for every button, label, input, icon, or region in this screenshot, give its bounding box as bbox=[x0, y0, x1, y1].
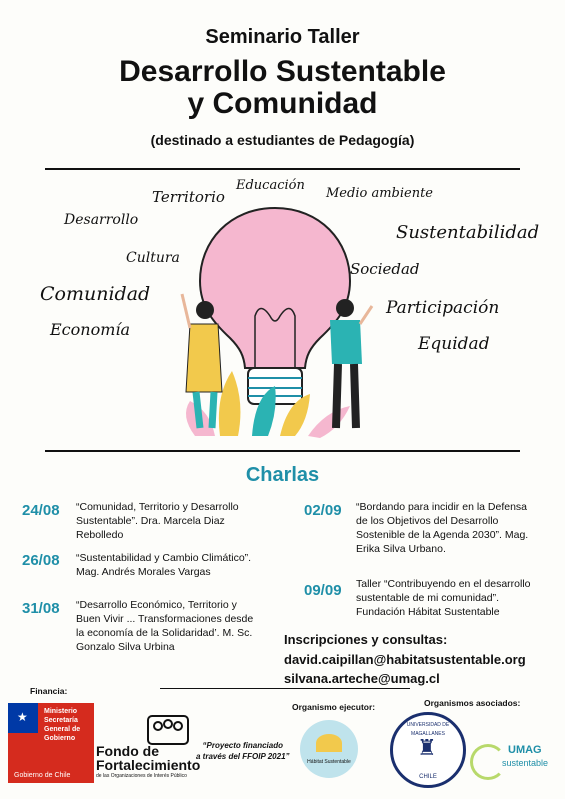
divider-top bbox=[45, 168, 520, 170]
divider-charlas bbox=[45, 450, 520, 452]
email-link[interactable]: silvana.arteche@umag.cl bbox=[284, 671, 440, 686]
fondo-logo: Fondo de Fortalecimiento bbox=[96, 743, 201, 773]
talk-date: 24/08 bbox=[22, 502, 60, 519]
leaf-4 bbox=[308, 406, 350, 438]
lightbulb-illustration bbox=[160, 196, 390, 446]
word-territorio: Territorio bbox=[152, 188, 225, 206]
umag-sustentable-logo: UMAG bbox=[508, 744, 542, 756]
flyer: Seminario Taller Desarrollo Sustentable y Comunidad (destinado a estudiantes de Pedagogía) Territorio Educación Medio ambiente Desarrollo Sustentabilidad Cultura Sociedad Comunidad Participación Economía Equidad Charlas 24/08 “Comunidad, Territorio y Desarrollo Sustentable”. Dra. Marcela Diaz Rebolledo 26/08 “Sustentabilidad y Cambio Climático”. Mag. Andrés Morales Vargas 31/08 “Desarrollo Económico, Territorio y Buen Vivir ... Transformaciones desde la economía de la Solidaridad’. M. Sc. Gonzalo Silva Urbina 02/09 “Bordando para incidir en la Defensa de los Objetivos del Desarrollo Sostenible de la Agenda 2030”. Mag. Erika Silva Urbano. 09/09 Taller “Contribuyendo en el desarrollo sustentable de mi comunidad”. Fundación Hábitat Sustentable Inscripciones y consultas: david.caipillan@habitatsustentable.org silvana.arteche@umag.cl Financia: ★ Ministerio Secretaría General de Gobierno Gobierno de Chile Fondo de Fortalecimiento de las Organizaciones de Interés Público “Proyecto financiado a través del FFOIP 2021” Organismo ejecutor: Hábitat Sustentable Organismos asociados: UNIVERSIDAD DE MAGALLANES ♜ CHILE UMAG sustentable bbox=[0, 0, 565, 799]
ejecutor-label: Organismo ejecutor: bbox=[292, 702, 376, 712]
word-economia: Economía bbox=[50, 320, 131, 339]
asociados-label: Organismos asociados: bbox=[424, 698, 521, 708]
leaf-1 bbox=[219, 371, 241, 436]
word-medio-ambiente: Medio ambiente bbox=[326, 186, 433, 201]
title-line2: Desarrollo Sustentable bbox=[119, 55, 446, 88]
leaf-icon bbox=[470, 744, 506, 780]
ministerio-logo: ★ Ministerio Secretaría General de Gobierno Gobierno de Chile bbox=[8, 703, 94, 783]
talk-date: 26/08 bbox=[22, 552, 60, 569]
talk-date: 02/09 bbox=[304, 502, 342, 519]
talk-item: “Bordando para incidir en la Defensa de los Objetivos del Desarrollo Sostenible de la Agenda 2030”. Mag. Erika Silva Urbano. bbox=[356, 501, 529, 555]
talk-date: 09/09 bbox=[304, 582, 342, 599]
word-cultura: Cultura bbox=[126, 250, 180, 266]
subtitle: (destinado a estudiantes de Pedagogía) bbox=[150, 132, 415, 148]
word-participacion: Participación bbox=[386, 298, 500, 318]
word-sociedad: Sociedad bbox=[350, 260, 420, 278]
talk-item: “Desarrollo Económico, Territorio y Buen Vivir ... Transformaciones desde la economía de la Solidaridad’. M. Sc. Gonzalo Silva Urbina bbox=[76, 599, 254, 653]
title-line3: y Comunidad bbox=[187, 87, 378, 120]
word-equidad: Equidad bbox=[418, 334, 490, 354]
email-link[interactable]: david.caipillan@habitatsustentable.org bbox=[284, 652, 526, 667]
word-comunidad: Comunidad bbox=[40, 283, 151, 305]
umag-seal: UNIVERSIDAD DE MAGALLANES ♜ CHILE bbox=[390, 712, 466, 788]
inscripciones-title: Inscripciones y consultas: bbox=[284, 632, 448, 647]
word-desarrollo: Desarrollo bbox=[64, 212, 139, 228]
charlas-title: Charlas bbox=[245, 464, 320, 486]
talk-item: “Comunidad, Territorio y Desarrollo Sustentable”. Dra. Marcela Diaz Rebolledo bbox=[76, 501, 239, 541]
habitat-logo: Hábitat Sustentable bbox=[300, 720, 358, 778]
financia-label: Financia: bbox=[30, 686, 68, 696]
talk-item: Taller “Contribuyendo en el desarrollo sustentable de mi comunidad”. Fundación Hábitat Sustentable bbox=[356, 578, 531, 618]
star-icon: ★ bbox=[17, 710, 28, 724]
footer-divider bbox=[160, 688, 410, 689]
title-line1: Seminario Taller bbox=[205, 26, 360, 48]
word-educacion: Educación bbox=[236, 178, 305, 193]
explorer-icon: ♜ bbox=[417, 735, 437, 760]
talk-item: “Sustentabilidad y Cambio Climático”. Mag. Andrés Morales Vargas bbox=[76, 552, 252, 578]
talk-date: 31/08 bbox=[22, 600, 60, 617]
bulb-glass bbox=[200, 208, 350, 368]
word-sustentabilidad: Sustentabilidad bbox=[396, 222, 540, 243]
proyecto-note: “Proyecto financiado a través del FFOIP 2021” bbox=[196, 741, 290, 761]
